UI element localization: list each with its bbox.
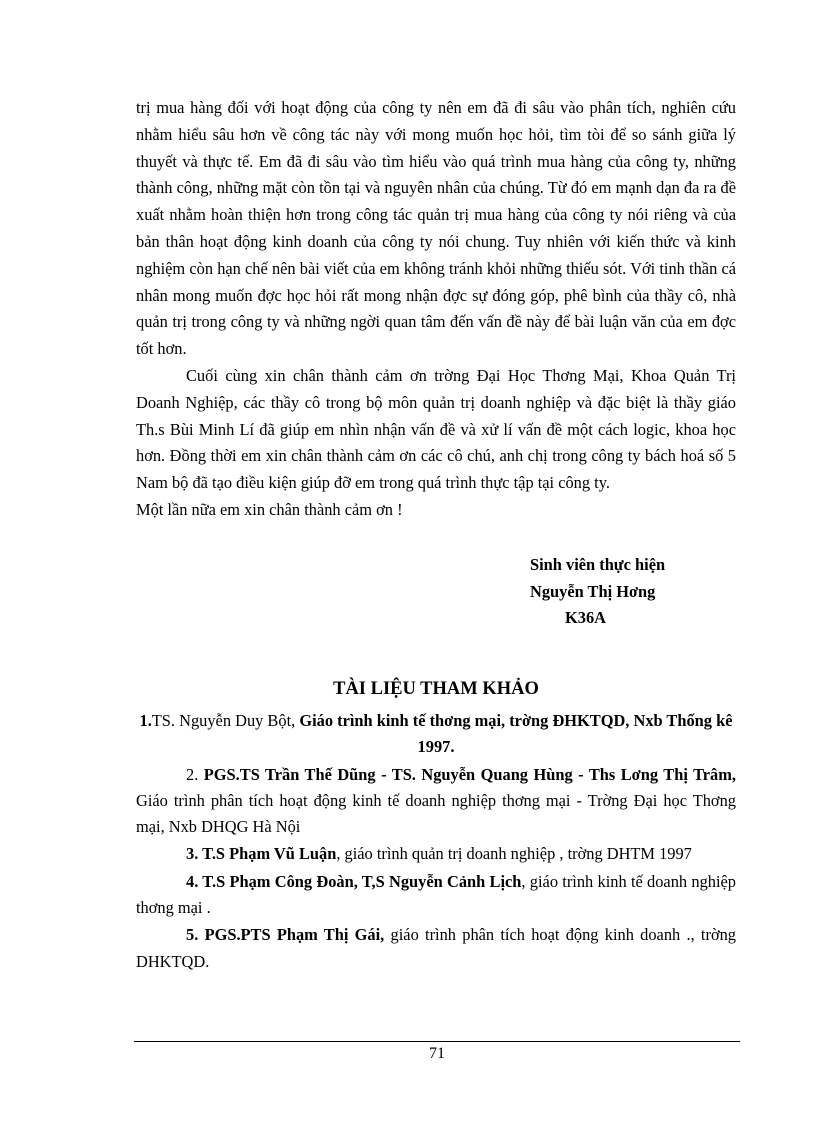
reference-number: 3. (186, 844, 203, 864)
references-heading: TÀI LIỆU THAM KHẢO (333, 679, 539, 699)
signature-name: Nguyễn Thị Hơng (530, 581, 656, 601)
body-text (136, 95, 736, 524)
reference-number: 2. (186, 764, 204, 784)
reference-number: 4. (186, 871, 203, 891)
reference-item (136, 922, 736, 975)
reference-details: Giáo trình phân tích hoạt động kinh tế doanh nghiệp thơng mại - Trờng Đại học Thơng mại, Nxb DHQG Hà Nội (136, 790, 736, 837)
paragraph-research-intro: trị mua hàng đối với hoạt động của công ty nên em đã đi sâu vào phân tích, nghiên cứu nhằm hiểu sâu hơn về công tác này với mong muốn học hỏi, tìm tòi để so sánh giữa lý thuyết và thực tế. Em đã đi sâu vào tìm hiểu vào quá trình mua hàng của công ty, những thành công, những mặt còn tồn tại và nguyên nhân của chúng. Từ đó em mạnh dạn đa ra đề xuất nhằm hoàn thiện hơn trong công tác quản trị mua hàng của công ty nói riêng và của bản thân hoạt động kinh doanh của công ty nói chung. Tuy nhiên với kiến thức và kinh nghiệm còn hạn chế nên bài viết của em không tránh khỏi những thiếu sót. Với tinh thần cá nhân mong muốn đợc học hỏi rất mong nhận đợc sự đóng góp, phê bình của thầy cô, nhà quản trị trong công ty và những ngời quan tâm đến vấn đề này để bài luận văn của em đợc tốt hơn. (136, 98, 736, 359)
references-list (136, 708, 736, 976)
signature-role: Sinh viên thực hiện (530, 555, 666, 574)
reference-number: 1. (139, 711, 152, 730)
reference-author: TS. Nguyễn Duy Bột, (151, 711, 300, 730)
signature-block (530, 552, 665, 632)
paragraph-acknowledgement: Cuối cùng xin chân thành cảm ơn trờng Đại Học Thơng Mại, Khoa Quản Trị Doanh Nghiệp, các thầy cô trong bộ môn quản trị doanh nghiệp và đặc biệt là thầy giáo Th.s Bùi Minh Lí đã giúp em nhìn nhận vấn đề và xử lí vấn đề một cách logic, khoa học hơn. Đồng thời em xin chân thành cảm ơn các cô chú, anh chị trong công ty bách hoá số 5 Nam bộ đã tạo điều kiện giúp đỡ em trong quá trình thực tập tại công ty. (136, 365, 736, 493)
reference-author: PGS.PTS Phạm Thị Gái, (204, 925, 385, 945)
reference-item (136, 762, 736, 841)
reference-author: PGS.TS Trần Thế Dũng - TS. Nguyễn Quang Hùng - Ths Lơng Thị Trâm, (203, 764, 737, 784)
reference-title: Giáo trình kinh tế thơng mại, trờng ĐHKTQD, Nxb Thống kê 1997. (299, 711, 733, 757)
reference-author: T.S Phạm Vũ Luận (202, 844, 337, 864)
reference-item (136, 708, 736, 761)
footer-divider (134, 1041, 740, 1042)
reference-item (136, 869, 736, 922)
reference-details: , giáo trình quản trị doanh nghiệp , trờng DHTM 1997 (336, 844, 692, 864)
closing-thanks: Một lần nữa em xin chân thành cảm ơn ! (136, 499, 403, 519)
reference-details: giáo trình phân tích hoạt động kinh doanh ., trờng DHKTQD. (136, 925, 736, 971)
reference-details: , giáo trình kinh tế doanh nghiệp thơng mại . (136, 871, 736, 918)
reference-author: T.S Phạm Công Đoàn, T,S Nguyễn Cảnh Lịch (202, 871, 522, 891)
signature-class: K36A (565, 608, 606, 627)
page-number: 71 (429, 1045, 445, 1062)
reference-item (136, 841, 736, 867)
reference-number: 5. (186, 925, 205, 945)
